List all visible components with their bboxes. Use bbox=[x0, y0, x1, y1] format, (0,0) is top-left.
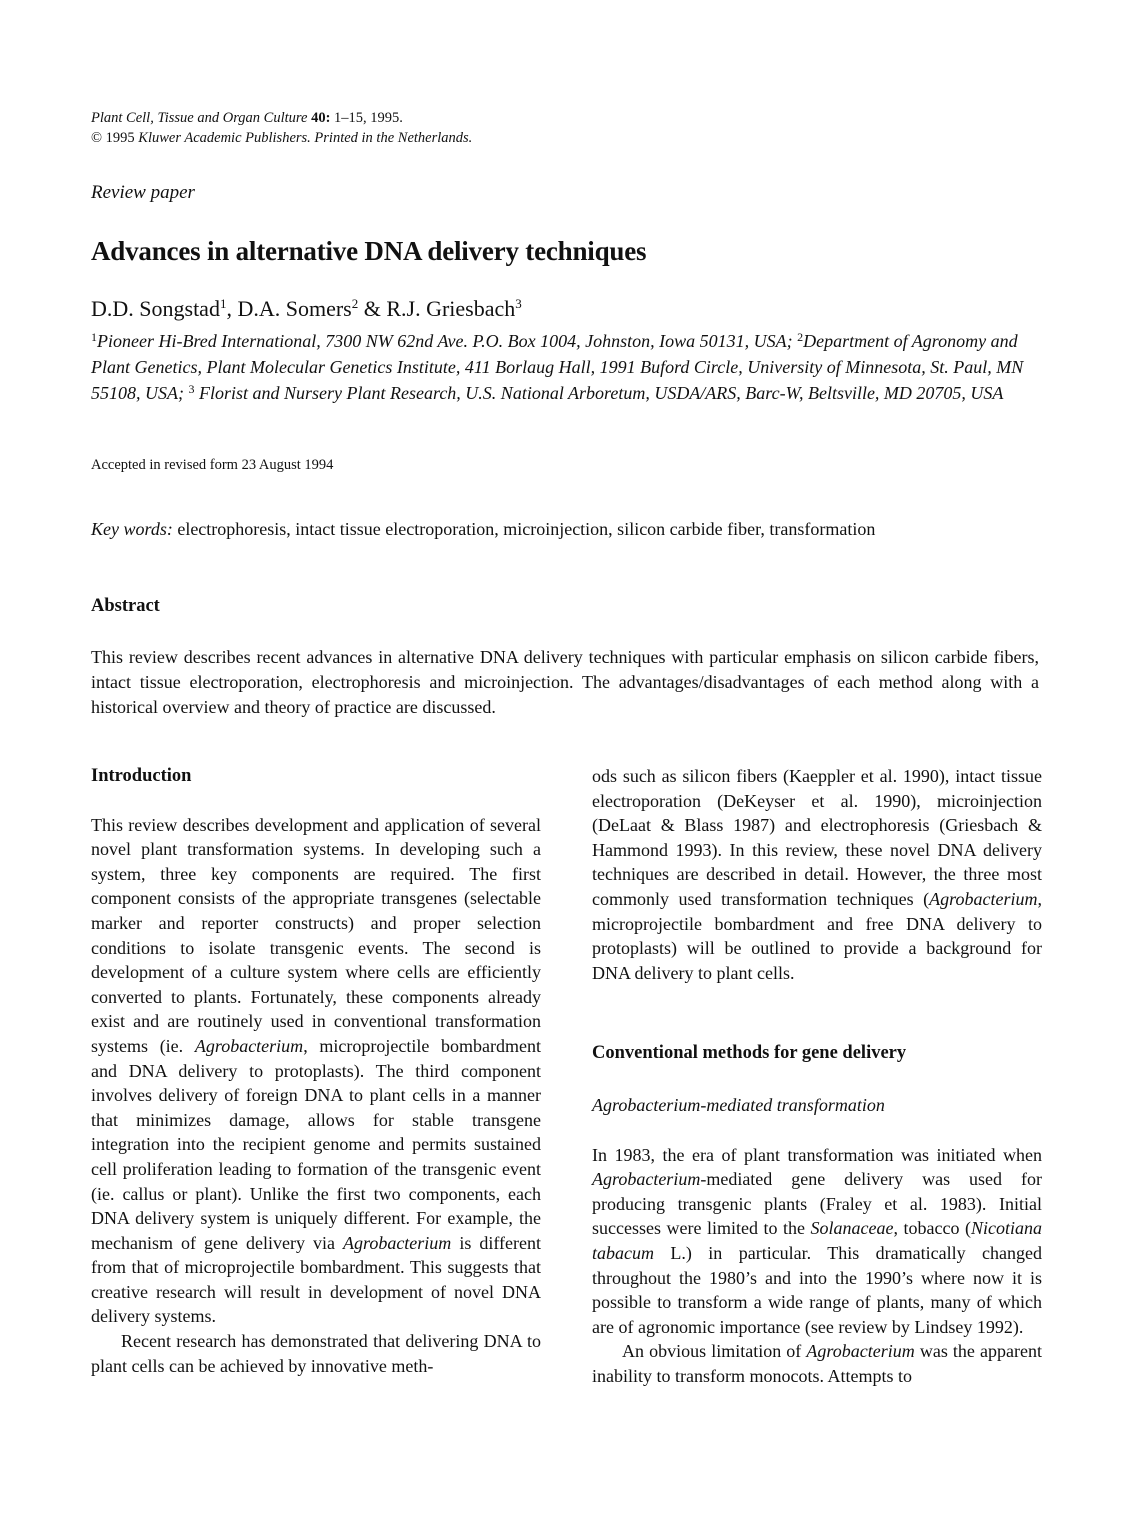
author-1: D.D. Songstad bbox=[91, 296, 220, 321]
intro-p1-b: , microprojectile bombardment and DNA delivery to protoplasts). The third component involves delivery of foreign DNA to plant cells in a manner that minimizes damage, allows for stable transgene integration into the recipient genome and permits sustained cell proliferation leading to formation of the transgenic event (ie. callus or plant). Unlike the first two components, each DNA delivery system is uniquely different. For example, the mechanism of gene delivery via bbox=[91, 1035, 541, 1253]
intro-p2-b: , microprojectile bombardment and free DNA delivery to protoplasts) will be outlined to provide a background for DNA delivery to plant cells. bbox=[592, 888, 1042, 983]
intro-p1-a: This review describes development and application of several novel plant transformation systems. In developing such a system, three key components are required. The first component consists of the appropriate transgenes (selectable marker and reporter constructs) and proper selection conditions to isolate transgenic events. The second is development of a culture system where cells are efficiently converted to plants. Fortunately, these components already exist and are routinely used in conventional transformation systems (ie. bbox=[91, 814, 541, 1056]
author-1-sup: 1 bbox=[219, 296, 227, 311]
conventional-paragraph-1 bbox=[592, 1143, 1042, 1340]
intro-heading: Introduction bbox=[91, 766, 192, 786]
affil-2-sup: 2 bbox=[797, 330, 804, 344]
conv-p2-i: Agrobacterium bbox=[806, 1341, 915, 1362]
left-column bbox=[91, 764, 541, 1378]
author-sep-1: , bbox=[226, 296, 238, 321]
journal-line-2 bbox=[91, 128, 791, 148]
intro-p2-i: Agrobacterium bbox=[929, 888, 1038, 909]
intro-p1-i2: Agrobacterium bbox=[342, 1232, 452, 1253]
affil-3: Florist and Nursery Plant Research, U.S. National Arboretum, USDA/ARS, Barc-W, Beltsville, MD 20705, USA bbox=[194, 383, 1004, 403]
abstract-text: This review describes recent advances in alternative DNA delivery techniques with particular emphasis on silicon carbide fibers, intact tissue electroporation, electrophoresis and microinjection. The advantages/disadvantages of each method along with a historical overview and theory of practice are discussed. bbox=[91, 647, 1039, 717]
journal-line-1 bbox=[91, 108, 791, 128]
affiliations bbox=[91, 328, 1051, 406]
intro-p1-c: is different from that of microprojectile bombardment. This suggests that creative research will result in development of novel DNA delivery systems. bbox=[91, 1232, 541, 1327]
conv-p1-a: In 1983, the era of plant transformation was initiated when bbox=[592, 1144, 1042, 1165]
author-2-sup: 2 bbox=[351, 296, 359, 311]
affil-3-sup: 3 bbox=[188, 382, 195, 396]
author-sep-2: & bbox=[358, 296, 387, 321]
conv-p1-i2: Solanaceae bbox=[810, 1218, 894, 1239]
journal-citation bbox=[91, 108, 791, 148]
conv-p1-d: L.) in particular. This dramatically changed throughout the 1980’s and into the 1990’s where now it is possible to transform a wide range of plants, many of which are of agronomic importance (see review by Lindsey 1992). bbox=[592, 1242, 1042, 1337]
copyright-year: 1995 bbox=[105, 130, 135, 146]
keywords-text: electrophoresis, intact tissue electroporation, microinjection, silicon carbide fiber, transformation bbox=[172, 519, 876, 539]
author-3: R.J. Griesbach bbox=[386, 296, 516, 321]
journal-pages: 1–15, 1995. bbox=[334, 110, 403, 126]
conv-p2-b: was the apparent inability to transform monocots. Attempts to bbox=[592, 1341, 1042, 1386]
conv-p2-a: An obvious limitation of bbox=[622, 1341, 807, 1362]
intro-p1-i1: Agrobacterium bbox=[194, 1035, 304, 1056]
affil-1: Pioneer Hi-Bred International, 7300 NW 62nd Ave. P.O. Box 1004, Johnston, Iowa 50131, USA; bbox=[97, 331, 798, 351]
paper-type: Review paper bbox=[91, 182, 195, 203]
conventional-paragraph-2 bbox=[592, 1339, 1042, 1388]
keywords-label: Key words: bbox=[91, 519, 173, 539]
author-3-sup: 3 bbox=[515, 296, 522, 311]
journal-name: Plant Cell, Tissue and Organ Culture bbox=[91, 110, 308, 126]
affil-1-sup: 1 bbox=[91, 330, 97, 344]
intro-paragraph-2-end bbox=[592, 764, 1042, 985]
agro-subheading bbox=[592, 1093, 1042, 1118]
abstract-heading: Abstract bbox=[91, 596, 160, 616]
agro-sub-i: Agrobacterium bbox=[592, 1094, 701, 1115]
agro-sub-rest: -mediated transformation bbox=[700, 1094, 885, 1115]
intro-p2-a: ods such as silicon fibers (Kaeppler et al. 1990), intact tissue electroporation (DeKeyser et al. 1990), microinjection (DeLaat & Blass 1987) and electrophoresis (Griesbach & Hammond 1993). In this review, these novel DNA delivery techniques are described in detail. However, the three most commonly used transformation techniques ( bbox=[592, 766, 1042, 909]
accepted-date: Accepted in revised form 23 August 1994 bbox=[91, 457, 334, 473]
affil-2: Department of Agronomy and Plant Genetics, Plant Molecular Genetics Institute, 411 Borlaug Hall, 1991 Buford Circle, University of Minnesota, St. Paul, MN 55108, USA; bbox=[91, 331, 1024, 403]
author-2: D.A. Somers bbox=[237, 296, 352, 321]
author-list bbox=[91, 296, 522, 322]
conv-p1-c: , tobacco ( bbox=[893, 1218, 971, 1239]
conv-p1-i3: Nicotiana tabacum bbox=[592, 1218, 1042, 1263]
conv-p1-i1: Agrobacterium bbox=[592, 1169, 701, 1190]
right-column bbox=[592, 764, 1042, 1388]
conv-p1-b: -mediated gene delivery was used for producing transgenic plants (Fraley et al. 1983). Initial successes were limited to the bbox=[592, 1169, 1042, 1239]
publisher: Kluwer Academic Publishers. Printed in the Netherlands. bbox=[138, 130, 473, 146]
intro-paragraph-2-start: Recent research has demonstrated that delivering DNA to plant cells can be achieved by innovative meth- bbox=[91, 1331, 541, 1376]
journal-volume: 40: bbox=[311, 110, 331, 126]
paper-title: Advances in alternative DNA delivery techniques bbox=[91, 236, 647, 266]
keywords bbox=[91, 519, 875, 540]
intro-paragraph-1 bbox=[91, 813, 541, 1329]
copyright-symbol: © bbox=[91, 130, 103, 146]
conventional-heading: Conventional methods for gene delivery bbox=[592, 1043, 907, 1064]
